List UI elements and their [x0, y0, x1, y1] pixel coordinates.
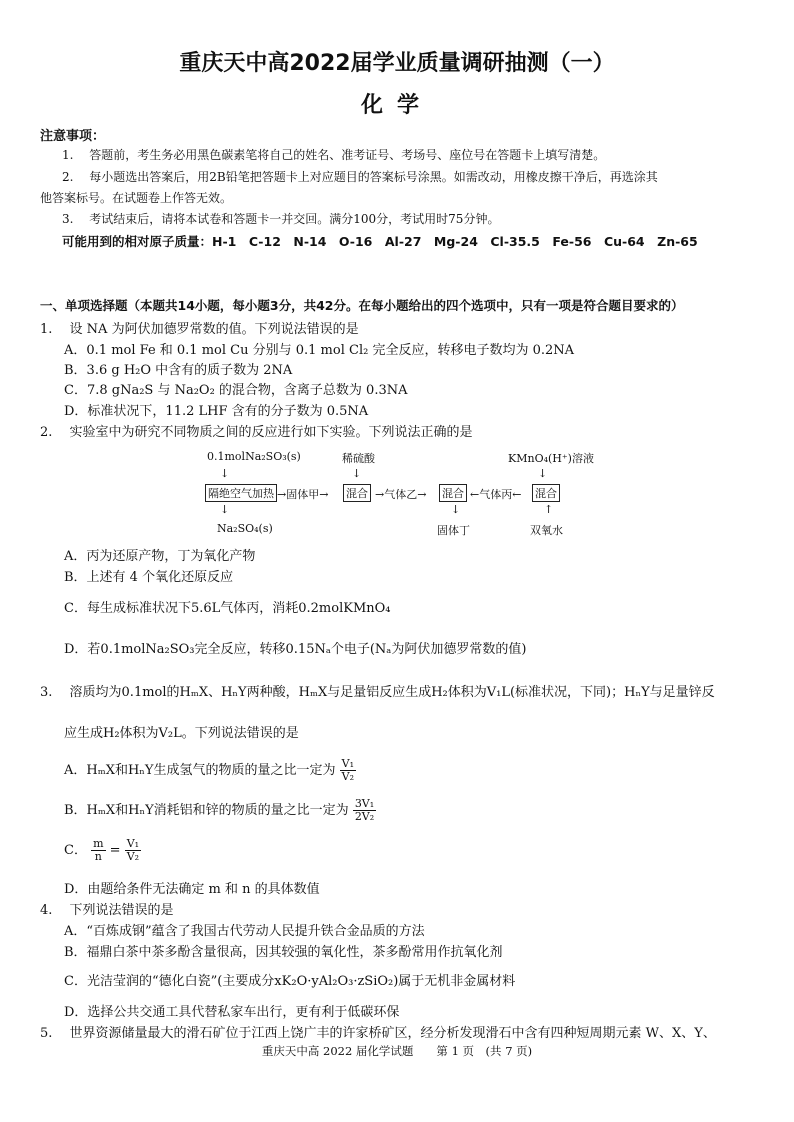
reagent-na2so3: 0.1molNa₂SO₃(s) [207, 450, 301, 463]
question-4-option-d: D．选择公共交通工具代替私家车出行，更有利于低碳环保 [64, 1005, 400, 1020]
notice-item: 2. 每小题选出答案后，用2B铅笔把答题卡上对应题目的答案标号涂黑。如需改动，用橡皮擦干净后，再选涂其 [62, 170, 658, 184]
mix-box-3: 混合 [532, 484, 560, 502]
notice-item: 3. 考试结束后，请将本试卷和答题卡一并交回。满分100分，考试用时75分钟。 [62, 212, 500, 226]
question-4-option-a: A．“百炼成钢”蕴含了我国古代劳动人民提升铁合金品质的方法 [64, 924, 425, 939]
question-3-option-c [64, 838, 141, 863]
mix-box-1: 混合 [343, 484, 371, 502]
question-4-stem: 4. 下列说法错误的是 [40, 903, 174, 918]
fraction-v1-v2: $\frac{\text{V₁}}{\text{V₂}}$ [341, 757, 354, 783]
question-1-option-d: D．标准状况下，11.2 LHF 含有的分子数为 0.5NA [64, 404, 369, 419]
product-na2so4: Na₂SO₄(s) [217, 522, 273, 535]
question-3-option-b [64, 798, 376, 823]
notice-item: 他答案标号。在试题卷上作答无效。 [40, 191, 233, 205]
arrow-up: ↑ [544, 503, 554, 516]
equals-sign: = [109, 843, 121, 858]
fraction-v1-v2: $\frac{\text{V₁}}{\text{V₂}}$ [126, 837, 140, 863]
step-heating-box: 隔绝空气加热 [205, 484, 277, 502]
arrow-down: ↓ [538, 467, 548, 480]
product-solid-a: →固体甲→ [277, 488, 329, 501]
question-1-option-c: C．7.8 gNa₂S 与 Na₂O₂ 的混合物，含离子总数为 0.3NA [64, 383, 408, 398]
page-footer: 重庆天中高 2022 届化学试题 第 1 页 (共 7 页) [261, 1044, 533, 1058]
arrow-down: ↓ [352, 467, 362, 480]
question-4-option-c: C．光洁莹润的“德化白瓷”(主要成分xK₂O·yAl₂O₃·zSiO₂)属于无机非金属材料 [64, 974, 516, 989]
reagent-kmno4: KMnO₄(H⁺)溶液 [508, 452, 594, 465]
option-a-text: A．HₘX和HₙY生成氢气的物质的量之比一定为 [64, 763, 336, 778]
arrow-down: ↓ [220, 467, 230, 480]
question-1-option-b: B．3.6 g H₂O 中含有的质子数为 2NA [64, 363, 293, 378]
fraction-3v1-2v2: $\frac{\text{3V₁}}{\text{2V₂}}$ [354, 797, 375, 823]
arrow-down: ↓ [451, 503, 461, 516]
arrow-down: ↓ [220, 503, 230, 516]
option-b-text: B．HₘX和HₙY消耗铝和锌的物质的量之比一定为 [64, 803, 349, 818]
notice-item: 1. 答题前，考生务必用黑色碳素笔将自己的姓名、准考证号、考场号、座位号在答题卡上填写清楚。 [62, 148, 606, 162]
section-heading: 一、单项选择题（本题共14小题，每小题3分，共42分。在每小题给出的四个选项中，只有一项是符合题目要求的） [40, 298, 684, 313]
notice-heading: 注意事项： [40, 129, 106, 144]
question-2-option-b: B．上述有 4 个氧化还原反应 [64, 570, 234, 585]
question-5-stem: 5. 世界资源储量最大的滑石矿位于江西上饶广丰的许家桥矿区，经分析发现滑石中含有四种短周期元素 W、X、Y、 [40, 1026, 716, 1041]
option-c-text: C． [64, 843, 87, 858]
reagent-h2o2: 双氧水 [530, 524, 563, 537]
page-title: 重庆天中高2022届学业质量调研抽测（一） [179, 51, 615, 76]
question-1-stem: 1. 设 NA 为阿伏加德罗常数的值。下列说法错误的是 [40, 322, 359, 337]
question-4-option-b: B．福鼎白茶中茶多酚含量很高，因其较强的氧化性，茶多酚常用作抗氧化剂 [64, 945, 503, 960]
question-2-option-a: A．丙为还原产物，丁为氧化产物 [64, 549, 256, 564]
product-solid-d: 固体丁 [437, 524, 470, 537]
question-2-option-c: C．每生成标准状况下5.6L气体丙，消耗0.2molKMnO₄ [64, 601, 391, 616]
product-gas-c: ←气体丙← [470, 488, 522, 501]
question-3-stem: 3. 溶质均为0.1mol的HₘX、HₙY两种酸，HₘX与足量铝反应生成H₂体积为V₁L(标准状况，下同)；HₙY与足量锌反 [40, 685, 715, 700]
question-3-option-a [64, 758, 356, 783]
product-gas-b: →气体乙→ [375, 488, 427, 501]
subject-title: 化学 [360, 93, 433, 118]
question-1-option-a: A．0.1 mol Fe 和 0.1 mol Cu 分别与 0.1 mol Cl₂ 完全反应，转移电子数均为 0.2NA [64, 343, 575, 358]
question-3-option-d: D．由题给条件无法确定 m 和 n 的具体数值 [64, 882, 320, 897]
question-2-stem: 2. 实验室中为研究不同物质之间的反应进行如下实验。下列说法正确的是 [40, 425, 473, 440]
question-3-stem-continued: 应生成H₂体积为V₂L。下列说法错误的是 [64, 726, 299, 741]
fraction-m-n: $\frac{m}{n}$ [93, 837, 104, 863]
reagent-sulfuric-acid: 稀硫酸 [342, 452, 375, 465]
atomic-masses: 可能用到的相对原子质量：H-1 C-12 N-14 O-16 Al-27 Mg-24 Cl-35.5 Fe-56 Cu-64 Zn-65 [62, 234, 698, 249]
question-2-option-d: D．若0.1molNa₂SO₃完全反应，转移0.15Nₐ个电子(Nₐ为阿伏加德罗常数的值) [64, 642, 527, 657]
mix-box-2: 混合 [439, 484, 467, 502]
